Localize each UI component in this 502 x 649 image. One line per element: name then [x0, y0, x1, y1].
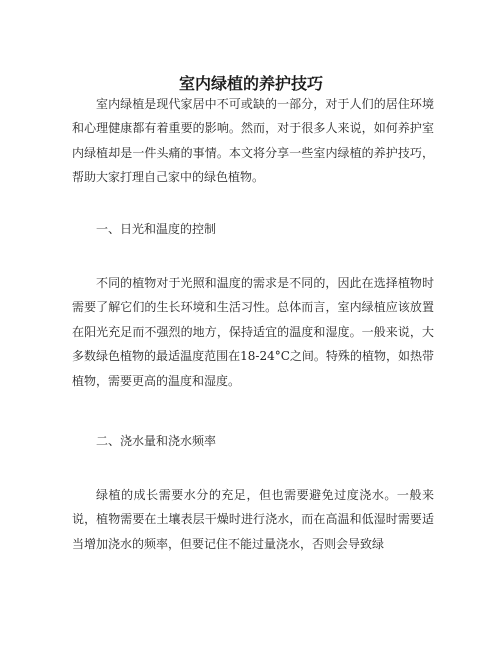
intro-paragraph: 室内绿植是现代家居中不可或缺的一部分，对于人们的居住环境和心理健康都有着重要的影响。然而，对于很多人来说，如何养护室内绿植却是一件头痛的事情。本文将分享一些室内绿植的养护技巧，帮助大家打理自己家中的绿色植物。 [72, 97, 434, 185]
section-heading-watering: 二、浇水量和浇水频率 [96, 434, 217, 448]
section-body-light-temperature: 不同的植物对于光照和温度的需求是不同的，因此在选择植物时需要了解它们的生长环境和生活习性。总体而言，室内绿植应该放置在阳光充足而不强烈的地方，保持适宜的温度和湿度。一般来说，大多数绿色植物的最适温度范围在18-24°C之间。特殊的植物，如热带植物，需要更高的温度和湿度。 [72, 276, 434, 388]
section-body-watering: 绿植的成长需要水分的充足，但也需要避免过度浇水。一般来说，植物需要在土壤表层干燥时进行浇水，而在高温和低湿时需要适当增加浇水的频率，但要记住不能过量浇水，否则会导致绿 [72, 488, 434, 551]
section-heading-light-temperature: 一、日光和温度的控制 [96, 222, 217, 236]
document-title: 室内绿植的养护技巧 [178, 73, 323, 93]
